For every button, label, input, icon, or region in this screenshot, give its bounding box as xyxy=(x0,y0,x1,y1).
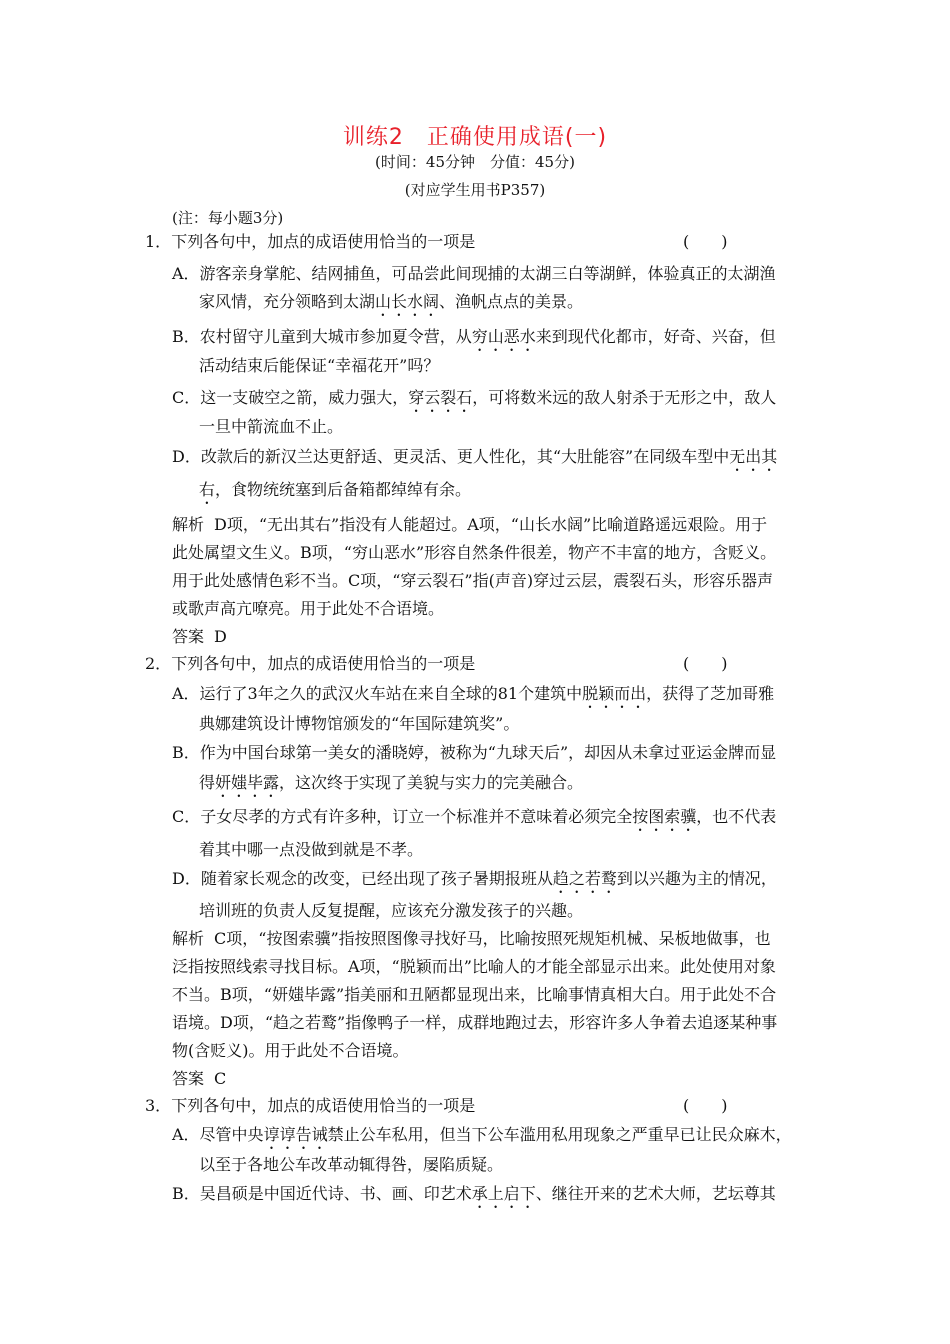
question-1-stem: 1．下列各句中，加点的成语使用恰当的一项是 xyxy=(145,232,476,251)
q2-analysis-line: 不当。B项，“妍媸毕露”指美丽和丑陋都显现出来，比喻事情真相大白。用于此处不合 xyxy=(172,985,777,1004)
question-3-stem: 3．下列各句中，加点的成语使用恰当的一项是 xyxy=(145,1096,476,1115)
q2-analysis-line: 物(含贬义)。用于此处不合语境。 xyxy=(172,1041,409,1060)
idiom-dotted: 山长水阔 xyxy=(375,292,440,311)
q1-option-a: A．游客亲身掌舵、结网捕鱼，可品尝此间现捕的太湖三白等湖鲜，体验真正的太湖渔 xyxy=(172,264,776,283)
idiom-dotted: 谆谆告诫 xyxy=(263,1125,328,1144)
q1-analysis-line: 此处属望文生义。B项，“穷山恶水”形容自然条件很差，物产不丰富的地方，含贬义。 xyxy=(172,543,777,562)
idiom-dotted: 按图索骥 xyxy=(632,807,697,826)
q1-option-b: B．农村留守儿童到大城市参加夏令营，从穷山恶水来到现代化都市，好奇、兴奋，但 xyxy=(172,327,776,346)
q2-option-d: D．随着家长观念的改变，已经出现了孩子暑期报班从趋之若鹜到以兴趣为主的情况， xyxy=(172,869,777,888)
q2-analysis-line: 解析 C项，“按图索骥”指按照图像寻找好马，比喻按照死规矩机械、呆板地做事，也 xyxy=(172,929,771,948)
q2-option-d-cont: 培训班的负责人反复提醒，应该充分激发孩子的兴趣。 xyxy=(199,901,584,920)
q2-option-c: C．子女尽孝的方式有许多种，订立一个标准并不意味着必须完全按图索骥，也不代表 xyxy=(172,807,777,826)
q2-answer: 答案 C xyxy=(172,1069,227,1088)
q1-option-c-cont: 一旦中箭流血不止。 xyxy=(199,417,344,436)
q1-option-a-cont: 家风情，充分领略到太湖山长水阔、渔帆点点的美景。 xyxy=(199,292,584,311)
q1-option-d-cont: 右，食物统统塞到后备箱都绰绰有余。 xyxy=(199,480,472,499)
q1-option-d: D．改款后的新汉兰达更舒适、更灵活、更人性化，其“大肚能容”在同级车型中无出其 xyxy=(172,447,778,466)
time-score-line: (时间：45分钟 分值：45分) xyxy=(375,153,575,171)
idiom-dotted: 承上启下 xyxy=(471,1184,536,1203)
idiom-dotted: 趋之若鹜 xyxy=(552,869,617,888)
q3-option-b: B．吴昌硕是中国近代诗、书、画、印艺术承上启下、继往开来的艺术大师，艺坛尊其 xyxy=(172,1184,776,1203)
idiom-dotted: 无出其 xyxy=(729,447,778,466)
q2-option-a-cont: 典娜建筑设计博物馆颁发的“年国际建筑奖”。 xyxy=(199,714,520,733)
q1-analysis-line: 或歌声高亢嘹亮。用于此处不合语境。 xyxy=(172,599,445,618)
q1-analysis-line: 解析 D项，“无出其右”指没有人能超过。A项，“山长水阔”比喻道路遥远艰险。用于 xyxy=(172,515,768,534)
idiom-dotted: 穿云裂石 xyxy=(408,388,473,407)
q3-option-a: A．尽管中央谆谆告诫禁止公车私用，但当下公车滥用私用现象之严重早已让民众麻木， xyxy=(172,1125,792,1144)
q2-analysis-line: 语境。D项，“趋之若鹜”指像鸭子一样，成群地跑过去，形容许多人争着去追逐某种事 xyxy=(172,1013,778,1032)
question-2-answer-bracket: ( ) xyxy=(683,654,728,673)
q1-option-c: C．这一支破空之箭，威力强大，穿云裂石，可将数米远的敌人射杀于无形之中，敌人 xyxy=(172,388,777,407)
reference-line: (对应学生用书P357) xyxy=(404,181,546,199)
idiom-dotted: 脱颖而出 xyxy=(582,684,647,703)
score-note: (注：每小题3分) xyxy=(172,209,284,227)
q2-option-a: A．运行了3年之久的武汉火车站在来自全球的81个建筑中脱颖而出，获得了芝加哥雅 xyxy=(172,684,775,703)
page-title: 训练2 正确使用成语(一) xyxy=(342,125,608,150)
q3-option-a-cont: 以至于各地公车改革动辄得咎，屡陷质疑。 xyxy=(199,1155,504,1174)
idiom-dotted: 右 xyxy=(199,480,216,499)
q1-analysis-line: 用于此处感情色彩不当。C项，“穿云裂石”指(声音)穿过云层，震裂石头，形容乐器声 xyxy=(172,571,774,590)
q2-analysis-line: 泛指按照线索寻找目标。A项，“脱颖而出”比喻人的才能全部显示出来。此处使用对象 xyxy=(172,957,776,976)
q2-option-b-cont: 得妍媸毕露，这次终于实现了美貌与实力的完美融合。 xyxy=(199,773,584,792)
q1-option-b-cont: 活动结束后能保证“幸福花开”吗？ xyxy=(199,356,440,375)
question-1-answer-bracket: ( ) xyxy=(683,232,728,251)
idiom-dotted: 妍媸毕露 xyxy=(215,773,280,792)
question-2-stem: 2．下列各句中，加点的成语使用恰当的一项是 xyxy=(145,654,476,673)
q2-option-c-cont: 着其中哪一点没做到就是不孝。 xyxy=(199,840,424,859)
q2-option-b: B．作为中国台球第一美女的潘晓婷，被称为“九球天后”，却因从未拿过亚运金牌而显 xyxy=(172,743,777,762)
q1-answer: 答案 D xyxy=(172,627,227,646)
idiom-dotted: 穷山恶水 xyxy=(471,327,536,346)
question-3-answer-bracket: ( ) xyxy=(683,1096,728,1115)
